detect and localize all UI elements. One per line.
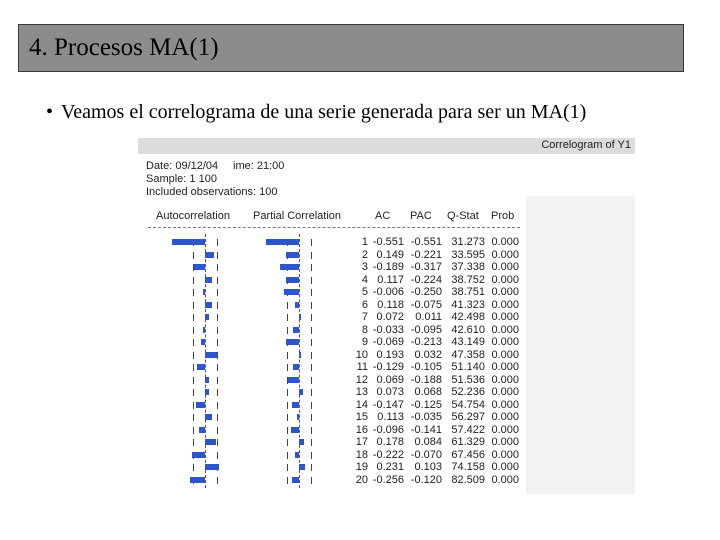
ac-bar [199,427,205,433]
pac-cell: 0.011 [415,311,442,323]
slide-title-bar [18,24,684,72]
header-divider [148,227,520,228]
prob-cell: 0.000 [491,261,519,273]
pac-bar [299,439,304,445]
prob-cell: 0.000 [491,361,519,373]
ac-cell: 0.117 [377,273,404,286]
ac-bound-tick [217,439,218,446]
pac-bound-tick [311,464,312,471]
pac-bound-tick [287,302,288,309]
prob-cell: 0.000 [491,336,519,348]
pac-bound-tick [311,377,312,384]
pac-bound-tick [311,389,312,396]
ac-bar [205,277,212,283]
lag-cell: 18 [355,448,368,461]
sample-line: Sample: 1 100 [146,173,217,185]
qstat-cell: 61.329 [451,436,485,448]
pac-bound-tick [287,364,288,371]
qstat-cell: 42.498 [451,311,485,323]
ac-cell: -0.006 [372,286,404,298]
pac-bound-tick [287,314,288,321]
pac-cell: -0.125 [410,398,442,411]
ac-bound-tick [193,314,194,321]
header-ac: AC [375,210,391,222]
ac-bound-tick [193,377,194,384]
pac-bound-tick [287,452,288,459]
ac-bound-tick [217,252,218,259]
pac-bar [284,289,299,295]
pac-bound-tick [311,364,312,371]
pac-cell: -0.224 [410,273,442,286]
qstat-cell: 51.536 [451,373,485,386]
pac-bar [266,239,299,245]
lag-cell: 7 [361,311,368,323]
qstat-cell: 38.751 [451,286,485,298]
pac-cell: -0.213 [410,336,442,348]
ac-bound-tick [217,414,218,421]
lag-cell: 19 [355,461,368,473]
qstat-cell: 33.595 [451,248,485,261]
ac-bound-tick [217,239,218,246]
ac-bar [205,352,217,358]
ac-bar [205,377,209,383]
pac-zero-line [299,234,300,488]
pac-bound-tick [311,402,312,409]
ac-cell: 0.149 [376,248,404,261]
header-qstat: Q-Stat [447,210,479,222]
pac-bar [295,452,299,458]
lag-cell: 12 [355,373,368,386]
lag-cell: 2 [361,248,368,261]
ac-bar [203,327,205,333]
ac-cell: -0.069 [372,336,404,348]
pac-bound-tick [311,414,312,421]
pac-cell: -0.095 [410,323,442,336]
ac-bound-tick [193,389,194,396]
pac-bar [293,327,299,333]
lag-cell: 14 [355,398,368,411]
ac-bound-tick [193,327,194,334]
prob-cell: 0.000 [491,273,519,286]
ac-bound-tick [217,302,218,309]
qstat-cell: 38.752 [451,273,485,286]
ac-cell: 0.113 [377,411,404,423]
date-line: Date: 09/12/04 [146,160,219,172]
pac-bound-tick [311,239,312,246]
prob-cell: 0.000 [491,373,519,386]
ac-bar [205,389,209,395]
pac-bound-tick [287,402,288,409]
pac-bar [280,264,299,270]
pac-bar [286,339,299,345]
qstat-cell: 57.422 [451,423,485,436]
pac-cell: -0.070 [410,448,442,461]
pac-bound-tick [287,427,288,434]
pac-cell: 0.068 [414,386,442,398]
pac-bound-tick [311,352,312,359]
ac-bar [194,264,205,270]
ac-cell: 0.072 [376,311,404,323]
qstat-cell: 56.297 [451,411,485,423]
lag-cell: 1 [361,236,368,248]
prob-cell: 0.000 [491,398,519,411]
window-title: Correlogram of Y1 [541,139,631,151]
lag-cell: 13 [355,386,368,398]
ac-bar [192,452,205,458]
qstat-cell: 31.273 [451,236,485,248]
ac-cell: -0.222 [372,448,404,461]
pac-bar [292,402,300,408]
ac-bound-tick [193,427,194,434]
ac-bound-tick [193,252,194,259]
pac-cell: -0.105 [410,361,442,373]
ac-bound-tick [193,414,194,421]
pac-cell: -0.221 [410,248,442,261]
lag-cell: 5 [361,286,368,298]
qstat-cell: 47.358 [451,348,485,361]
lag-cell: 8 [361,323,368,336]
ac-bound-tick [193,302,194,309]
ac-bound-tick [217,314,218,321]
ac-bound-tick [217,289,218,296]
pac-bar [286,277,299,283]
ac-cell: 0.073 [376,386,404,398]
pac-bound-tick [287,414,288,421]
prob-cell: 0.000 [491,236,519,248]
lag-cell: 4 [361,273,368,286]
prob-cell: 0.000 [491,473,519,486]
pac-bound-tick [311,252,312,259]
lag-cell: 15 [355,411,368,423]
pac-bar [299,389,303,395]
pac-bound-tick [287,439,288,446]
prob-cell: 0.000 [491,423,519,436]
ac-bar [205,302,212,308]
ac-bound-tick [217,452,218,459]
qstat-cell: 51.140 [451,361,485,373]
time-line: ime: 21:00 [233,160,285,172]
qstat-cell: 67.456 [451,448,485,461]
ac-bound-tick [217,427,218,434]
pac-bar [299,352,301,358]
pac-bar [291,427,299,433]
pac-cell: -0.317 [410,261,442,273]
ac-cell: 0.193 [376,348,404,361]
pac-cell: -0.250 [410,286,442,298]
qstat-cell: 43.149 [451,336,485,348]
ac-bound-tick [217,264,218,271]
ac-cell: 0.069 [376,373,404,386]
pac-cell: -0.141 [410,423,442,436]
pac-bound-tick [287,327,288,334]
ac-cell: 0.231 [376,461,404,473]
ac-cell: -0.096 [372,423,404,436]
ac-bar [197,364,205,370]
pac-bound-tick [311,327,312,334]
qstat-cell: 52.236 [451,386,485,398]
ac-bound-tick [217,402,218,409]
ac-cell: 0.118 [377,298,404,311]
pac-bound-tick [311,427,312,434]
ac-bound-tick [193,289,194,296]
pac-bound-tick [311,339,312,346]
ac-bar [190,477,205,483]
pac-bound-tick [311,289,312,296]
qstat-cell: 54.754 [451,398,485,411]
header-autocorrelation: Autocorrelation [156,210,230,222]
pac-bar [286,252,299,258]
correlogram-window [138,138,635,494]
pac-cell: 0.032 [414,348,442,361]
pac-cell: -0.120 [410,473,442,486]
window-title-bar [138,138,635,154]
ac-bound-tick [193,352,194,359]
pac-bar [293,364,299,370]
lag-cell: 3 [361,261,368,273]
ac-bound-tick [217,339,218,346]
ac-bound-tick [217,327,218,334]
ac-bound-tick [217,364,218,371]
pac-bar [299,314,301,320]
prob-cell: 0.000 [491,323,519,336]
ac-bar [205,414,212,420]
observations-line: Included observations: 100 [146,186,278,198]
prob-cell: 0.000 [491,311,519,323]
ac-zero-line [205,234,206,488]
pac-bar [292,477,299,483]
pac-bound-tick [311,264,312,271]
qstat-cell: 42.610 [451,323,485,336]
lag-cell: 10 [355,348,368,361]
prob-cell: 0.000 [491,348,519,361]
ac-bound-tick [193,439,194,446]
pac-cell: -0.188 [410,373,442,386]
pac-bar [295,302,300,308]
pac-cell: -0.075 [410,298,442,311]
pac-bar [297,414,299,420]
bullet-text: Veamos el correlograma de una serie generada para ser un MA(1) [61,101,587,123]
pac-bar [288,377,299,383]
prob-cell: 0.000 [491,436,519,448]
ac-cell: -0.256 [372,473,404,486]
qstat-cell: 37.338 [451,261,485,273]
prob-cell: 0.000 [491,286,519,298]
ac-bound-tick [217,377,218,384]
slide-title: 4. Procesos MA(1) [29,34,219,61]
ac-cell: -0.129 [372,361,404,373]
ac-bound-tick [217,277,218,284]
ac-bound-tick [193,339,194,346]
pac-bound-tick [287,464,288,471]
prob-cell: 0.000 [491,298,519,311]
lag-cell: 17 [355,436,368,448]
pac-cell: -0.551 [410,236,442,248]
ac-cell: -0.033 [372,323,404,336]
ac-bar [201,339,205,345]
lag-cell: 20 [355,473,368,486]
pac-bound-tick [287,389,288,396]
header-pac: PAC [410,210,432,222]
ac-bar [205,439,216,445]
ac-bar [205,464,219,470]
prob-cell: 0.000 [491,461,519,473]
prob-cell: 0.000 [491,411,519,423]
lag-cell: 11 [356,361,368,373]
ac-bar [172,239,205,245]
ac-bound-tick [193,277,194,284]
pac-bound-tick [311,452,312,459]
slide-bullet [46,101,586,124]
header-prob: Prob [491,210,515,222]
prob-cell: 0.000 [491,248,519,261]
bullet-dot-icon: • [46,101,54,123]
pac-cell: 0.084 [414,436,442,448]
ac-bound-tick [217,352,218,359]
right-panel [526,196,635,494]
ac-cell: -0.147 [372,398,404,411]
pac-cell: 0.103 [414,461,442,473]
ac-cell: 0.178 [376,436,404,448]
qstat-cell: 82.509 [451,473,485,486]
pac-bound-tick [287,352,288,359]
qstat-cell: 41.323 [451,298,485,311]
pac-bound-tick [311,302,312,309]
pac-bar [299,464,305,470]
qstat-cell: 74.158 [451,461,485,473]
pac-bound-tick [311,314,312,321]
pac-bound-tick [311,277,312,284]
header-partial-correlation: Partial Correlation [253,210,342,222]
prob-cell: 0.000 [491,386,519,398]
ac-bound-tick [217,477,218,484]
lag-cell: 9 [361,336,368,348]
ac-bar [205,252,214,258]
pac-bound-tick [311,477,312,484]
ac-bound-tick [193,402,194,409]
ac-bar [196,402,205,408]
ac-bar [203,289,205,295]
pac-bound-tick [311,439,312,446]
lag-cell: 6 [361,298,368,311]
ac-bar [205,314,209,320]
pac-bound-tick [287,477,288,484]
ac-cell: -0.551 [372,236,404,248]
ac-bound-tick [193,364,194,371]
lag-cell: 16 [355,423,368,436]
ac-bound-tick [193,464,194,471]
ac-bound-tick [217,389,218,396]
ac-cell: -0.189 [372,261,404,273]
pac-cell: -0.035 [410,411,442,423]
prob-cell: 0.000 [491,448,519,461]
